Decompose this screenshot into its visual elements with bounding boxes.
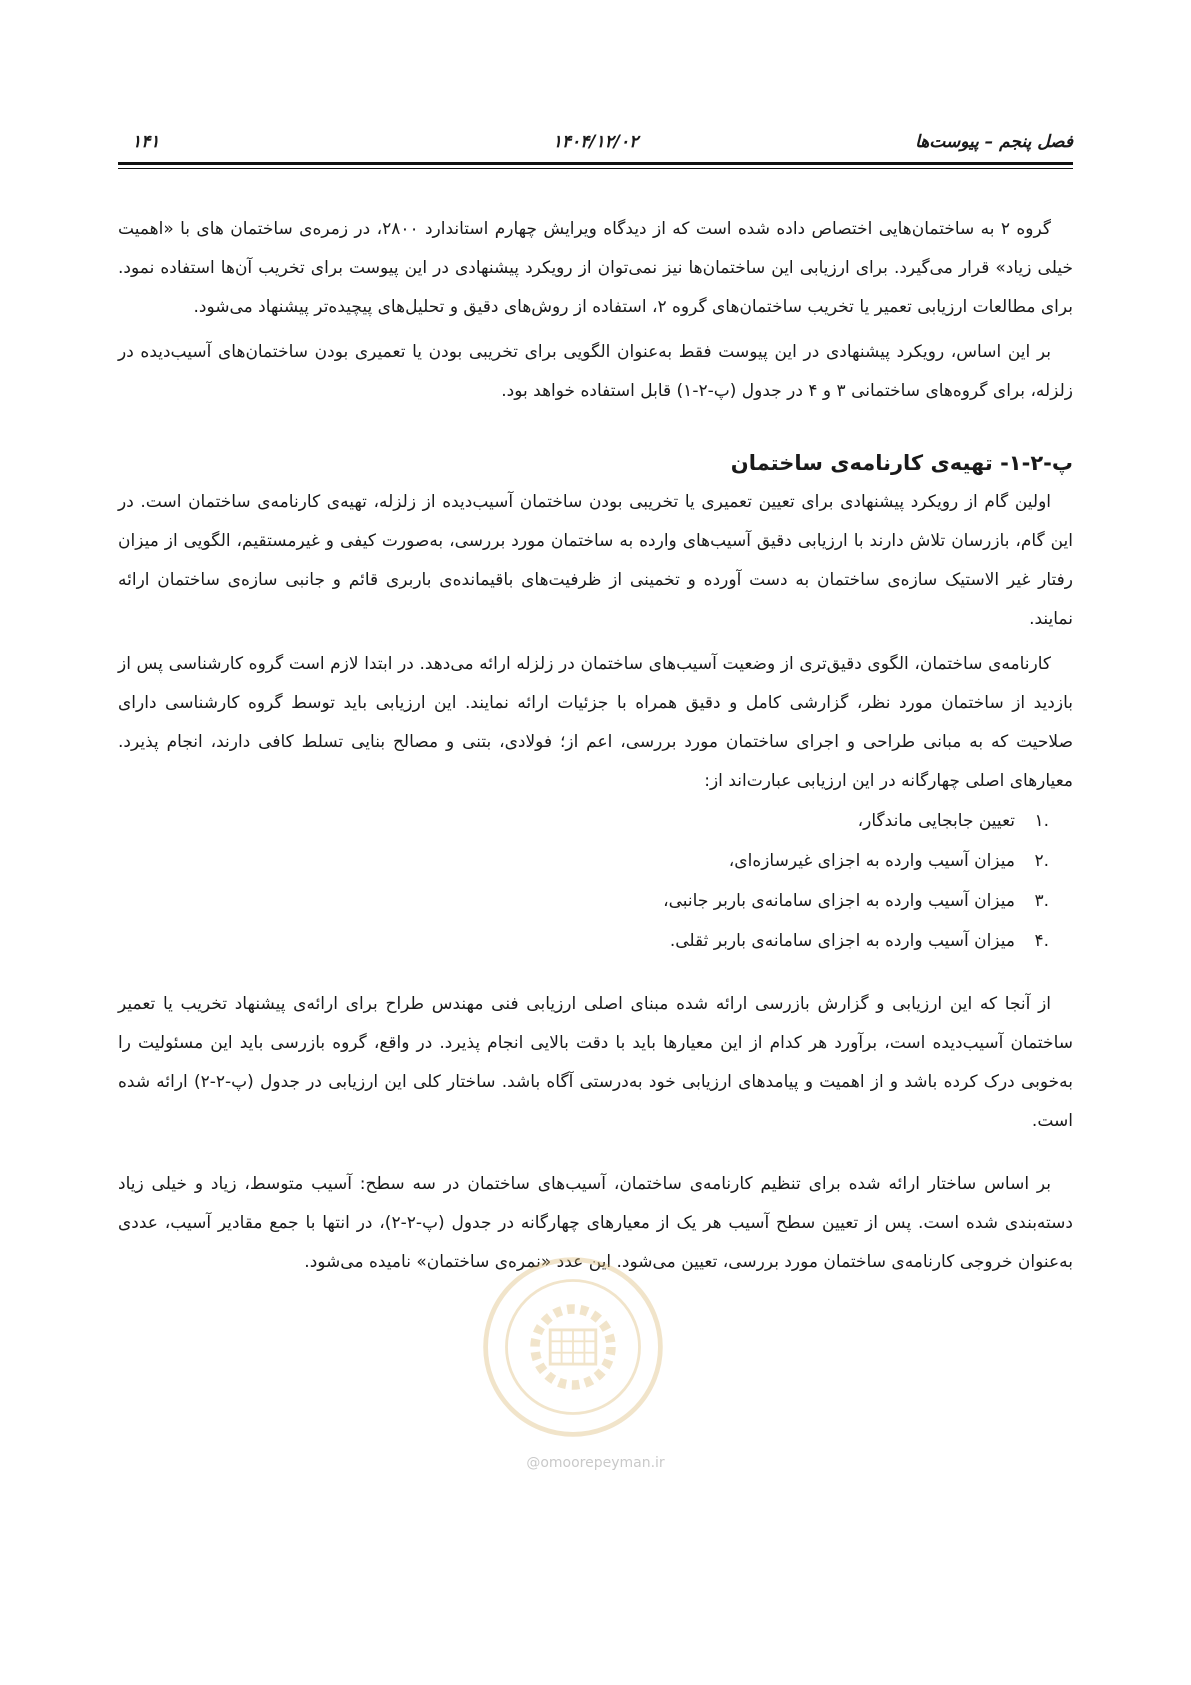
page-body	[118, 210, 1073, 1282]
page-number: ۱۴۱	[132, 132, 160, 152]
watermark-site: @omoorepeyman.ir	[526, 1455, 665, 1471]
list-item: .۴ میزان آسیب وارده به اجزای سامانه‌ی باربر ثقلی.	[669, 931, 1049, 951]
header-rule-thin	[118, 168, 1073, 169]
paragraph-first-step: اولین گام از رویکرد پیشنهادی برای تعیین تعمیری یا تخریبی بودن ساختمان آسیب‌دیده از زلزله، تهیه‌ی کارنامه‌ی ساختمان است. در این گام، بازرسان تلاش دارند با ارزیابی دقیق آسیب‌های وارده به ساختمان مورد بررسی، به‌صورت کیفی و غیرمستقیم، الگویی از میزان رفتار غیر الاستیک سازه‌ی ساختمان به دست آورده و تخمینی از ظرفیت‌های باقیمانده‌ی باربری قائم و جانبی سازه‌ی ساختمان ارائه نمایند.	[118, 492, 1073, 629]
criteria-list	[118, 801, 1073, 961]
paragraph-scope: بر این اساس، رویکرد پیشنهادی در این پیوست فقط به‌عنوان الگویی برای تخریبی بودن یا تعمیری بودن ساختمان‌های آسیب‌دیده در زلزله، برای گروه‌های ساختمانی ۳ و ۴ در جدول (پ-۲-۱) قابل استفاده خواهد بود.	[118, 342, 1073, 401]
list-item: .۲ میزان آسیب وارده به اجزای غیرسازه‌ای،	[728, 851, 1049, 871]
header-date: ۱۴۰۴/۱۲/۰۲	[552, 132, 639, 152]
paragraph-scoring: بر اساس ساختار ارائه شده برای تنظیم کارنامه‌ی ساختمان، آسیب‌های ساختمان در سه سطح: آسیب متوسط، زیاد و خیلی زیاد دسته‌بندی شده است. پس از تعیین سطح آسیب هر یک از معیارهای چهارگانه در جدول (پ-۲-۲)، در انتها با جمع مقادیر آسیب، عددی به‌عنوان خروجی کارنامه‌ی ساختمان مورد بررسی، تعیین می‌شود. این عدد «نمره‌ی ساختمان» نامیده می‌شود.	[118, 1174, 1073, 1272]
watermark-seal-icon	[478, 1252, 668, 1442]
list-item: .۳ میزان آسیب وارده به اجزای سامانه‌ی باربر جانبی،	[663, 891, 1049, 911]
paragraph-inspection: از آنجا که این ارزیابی و گزارش بازرسی ارائه شده مبنای اصلی ارزیابی فنی مهندس طراح برای ارائه‌ی پیشنهاد تخریب یا تعمیر ساختمان آسیب‌دیده است، برآورد هر کدام از این معیارها باید با دقت بالایی انجام پذیرد. در واقع، گروه بازرسی باید این مسئولیت را به‌خوبی درک کرده باشد و از اهمیت و پیامدهای ارزیابی خود به‌درستی آگاه باشد. ساختار کلی این ارزیابی در جدول (پ-۲-۲) ارائه شده است.	[118, 994, 1073, 1131]
page-header	[118, 128, 1073, 158]
paragraph-group2: گروه ۲ به ساختمان‌هایی اختصاص داده شده است که از دیدگاه ویرایش چهارم استاندارد ۲۸۰۰، در زمره‌ی ساختمان های با «اهمیت خیلی زیاد» قرار می‌گیرد. برای ارزیابی این ساختمان‌ها نیز نمی‌توان از رویکرد پیشنهادی در این پیوست برای تخریب آن‌ها استفاده نمود. برای مطالعات ارزیابی تعمیر یا تخریب ساختمان‌های گروه ۲، استفاده از روش‌های دقیق و تحلیل‌های پیچیده‌تر پیشنهاد می‌شود.	[118, 219, 1073, 317]
header-rule-thick	[118, 162, 1073, 165]
paragraph-report-card: کارنامه‌ی ساختمان، الگوی دقیق‌تری از وضعیت آسیب‌های ساختمان در زلزله ارائه می‌دهد. در ابتدا لازم است گروه کارشناسی پس از بازدید از ساختمان مورد نظر، گزارشی کامل و دقیق همراه با جزئیات ارائه نمایند. این ارزیابی باید توسط گروه کارشناسی دارای صلاحیت که به مبانی طراحی و اجرای ساختمان مورد بررسی، اعم از؛ فولادی، بتنی و مصالح بنایی تسلط کافی دارند، انجام پذیرد. معیارهای اصلی چهارگانه در این ارزیابی عبارت‌اند از:	[118, 654, 1073, 791]
chapter-title: فصل پنجم – پیوست‌ها	[915, 132, 1073, 152]
section-heading: پ-۲-۱- تهیه‌ی کارنامه‌ی ساختمان	[730, 451, 1073, 475]
list-item: .۱ تعیین جابجایی ماندگار،	[857, 811, 1049, 831]
